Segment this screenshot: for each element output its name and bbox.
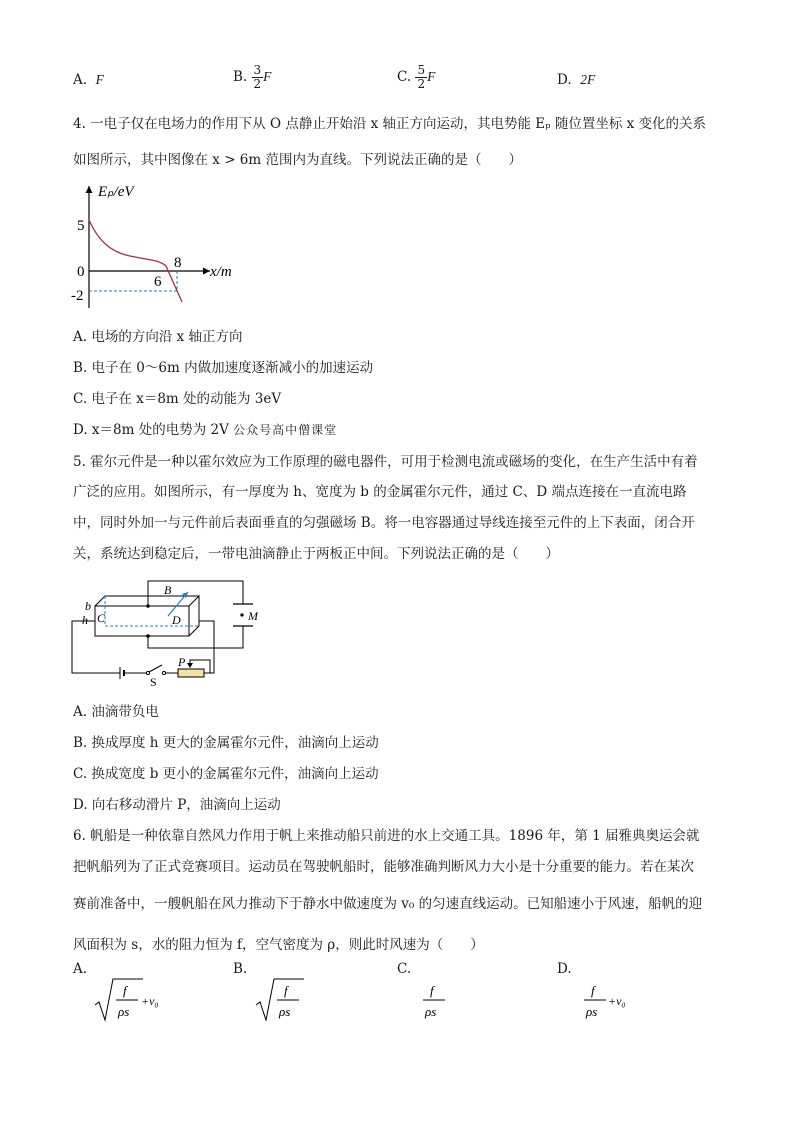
- option-label: A.: [73, 961, 88, 977]
- energy-curve: [89, 220, 182, 302]
- option-value: 2F: [580, 72, 596, 87]
- q4-stem-line-2: 如图所示，其中图像在 x > 6m 范围内为直线。下列说法正确的是（ ）: [73, 152, 522, 168]
- q4-option-a: A. 电场的方向沿 x 轴正方向: [73, 329, 243, 345]
- q6-option-d: [557, 961, 640, 1025]
- q6-option-b: [233, 961, 312, 1025]
- x-axis-label: x/m: [210, 264, 232, 280]
- q6-stem-line-2: 把帆船列为了正式竞赛项目。运动员在驾驶帆船时，能够准确判断风力大小是十分重要的能力。若在某次: [73, 859, 694, 875]
- label-h: h: [82, 613, 88, 627]
- numerator: f: [590, 983, 595, 998]
- fraction: [252, 64, 264, 91]
- tick-label-neg2: -2: [71, 288, 84, 304]
- option-value: F: [95, 72, 104, 87]
- q3-option-c: [397, 64, 435, 91]
- q5-option-a: A. 油滴带负电: [73, 704, 159, 720]
- q5-stem-line-2: 广泛的应用。如图所示，有一厚度为 h、宽度为 b 的金属霍尔元件，通过 C、D 端点连接在一直流电路: [73, 484, 687, 500]
- option-label: D.: [557, 72, 572, 88]
- numerator: 5: [417, 63, 426, 77]
- option-label: C.: [397, 69, 412, 85]
- rheostat: [178, 669, 204, 677]
- q6-stem-line-4: 风面积为 s，水的阻力恒为 f，空气密度为 ρ，则此时风速为（ ）: [73, 937, 484, 953]
- option-label: B.: [233, 961, 248, 977]
- switch-blade: [149, 665, 162, 672]
- tick-label-0: 0: [77, 264, 85, 280]
- option-text: D. x＝8m 处的电势为 2V: [73, 422, 229, 438]
- numerator: f: [430, 983, 435, 998]
- q5-option-b: B. 换成厚度 h 更大的金属霍尔元件，油滴向上运动: [73, 735, 379, 751]
- fraction-expression: [576, 975, 640, 1025]
- option-label: D.: [557, 961, 572, 977]
- plus-v0: +v₀: [607, 994, 626, 1008]
- q6-option-a: [73, 961, 163, 1025]
- tick-label-5: 5: [77, 218, 85, 234]
- wire-top: [148, 581, 243, 606]
- x-label-8: 8: [174, 255, 182, 271]
- option-value: F: [427, 69, 436, 84]
- numerator: f: [283, 983, 288, 998]
- plus-v0: +v₀: [141, 994, 159, 1008]
- q5-hall-circuit-diagram: [68, 576, 273, 688]
- option-label: C.: [397, 961, 412, 977]
- q3-option-a: [73, 72, 104, 88]
- q4-energy-graph: [70, 178, 250, 313]
- q4-option-c: C. 电子在 x＝8m 处的动能为 3eV: [73, 391, 282, 407]
- denominator: 2: [417, 77, 426, 91]
- q6-stem-line-1: 6. 帆船是一种依靠自然风力作用于帆上来推动船只前进的水上交通工具。1896 年，第 1 届雅典奥运会就: [73, 828, 700, 844]
- q3-option-d: [557, 72, 595, 88]
- watermark-stamp: 公众号高中僧课堂: [233, 423, 338, 437]
- label-D: D: [172, 613, 181, 627]
- hall-element-side: [189, 596, 199, 636]
- q5-option-d: D. 向右移动滑片 P，油滴向上运动: [73, 797, 281, 813]
- numerator: 3: [253, 63, 262, 77]
- sqrt-expression: [252, 975, 312, 1025]
- q4-option-b: B. 电子在 0～6m 内做加速度逐渐减小的加速运动: [73, 360, 374, 376]
- label-S: S: [150, 675, 157, 688]
- option-label: A.: [73, 72, 88, 88]
- denominator: ρs: [425, 1004, 437, 1019]
- q5-option-c: C. 换成宽度 b 更小的金属霍尔元件，油滴向上运动: [73, 766, 379, 782]
- label-P: P: [178, 655, 186, 669]
- label-C: C: [97, 611, 106, 625]
- fraction: [415, 64, 427, 91]
- option-label: B.: [233, 69, 248, 85]
- q6-stem-line-3: 赛前准备中，一艘帆船在风力推动下于静水中做速度为 v₀ 的匀速直线运动。已知船速小于风速，船帆的迎: [73, 896, 703, 912]
- wire-left: [72, 621, 120, 673]
- numerator: f: [123, 983, 127, 998]
- wire-right: [199, 621, 214, 673]
- q6-option-c: [397, 961, 455, 1025]
- q5-stem-line-4: 关，系统达到稳定后，一带电油滴静止于两板正中间。下列说法正确的是（ ）: [73, 546, 559, 562]
- denominator: ρs: [118, 1004, 130, 1019]
- x-label-6: 6: [154, 274, 162, 290]
- q4-option-d: [73, 420, 337, 440]
- denominator: ρs: [278, 1004, 290, 1019]
- option-value: F: [263, 69, 272, 84]
- label-B: B: [164, 583, 172, 597]
- q5-stem-line-1: 5. 霍尔元件是一种以霍尔效应为工作原理的磁电器件，可用于检测电流或磁场的变化，在生产生活中有着: [73, 454, 698, 470]
- sqrt-expression: [91, 975, 163, 1025]
- q4-stem-line-1: 4. 一电子仅在电场力的作用下从 O 点静止开始沿 x 轴正方向运动，其电势能 Eₚ 随位置坐标 x 变化的关系: [73, 116, 707, 132]
- y-axis-label: Eₚ/eV: [98, 184, 134, 200]
- fraction-expression: [415, 975, 455, 1025]
- q3-option-b: [233, 64, 271, 91]
- label-b: b: [85, 599, 91, 613]
- label-M: M: [248, 609, 258, 623]
- denominator: ρs: [585, 1004, 598, 1019]
- denominator: 2: [253, 77, 262, 91]
- q5-stem-line-3: 中，同时外加一与元件前后表面垂直的匀强磁场 B。将一电容器通过导线连接至元件的上下表面，闭合开: [73, 515, 695, 531]
